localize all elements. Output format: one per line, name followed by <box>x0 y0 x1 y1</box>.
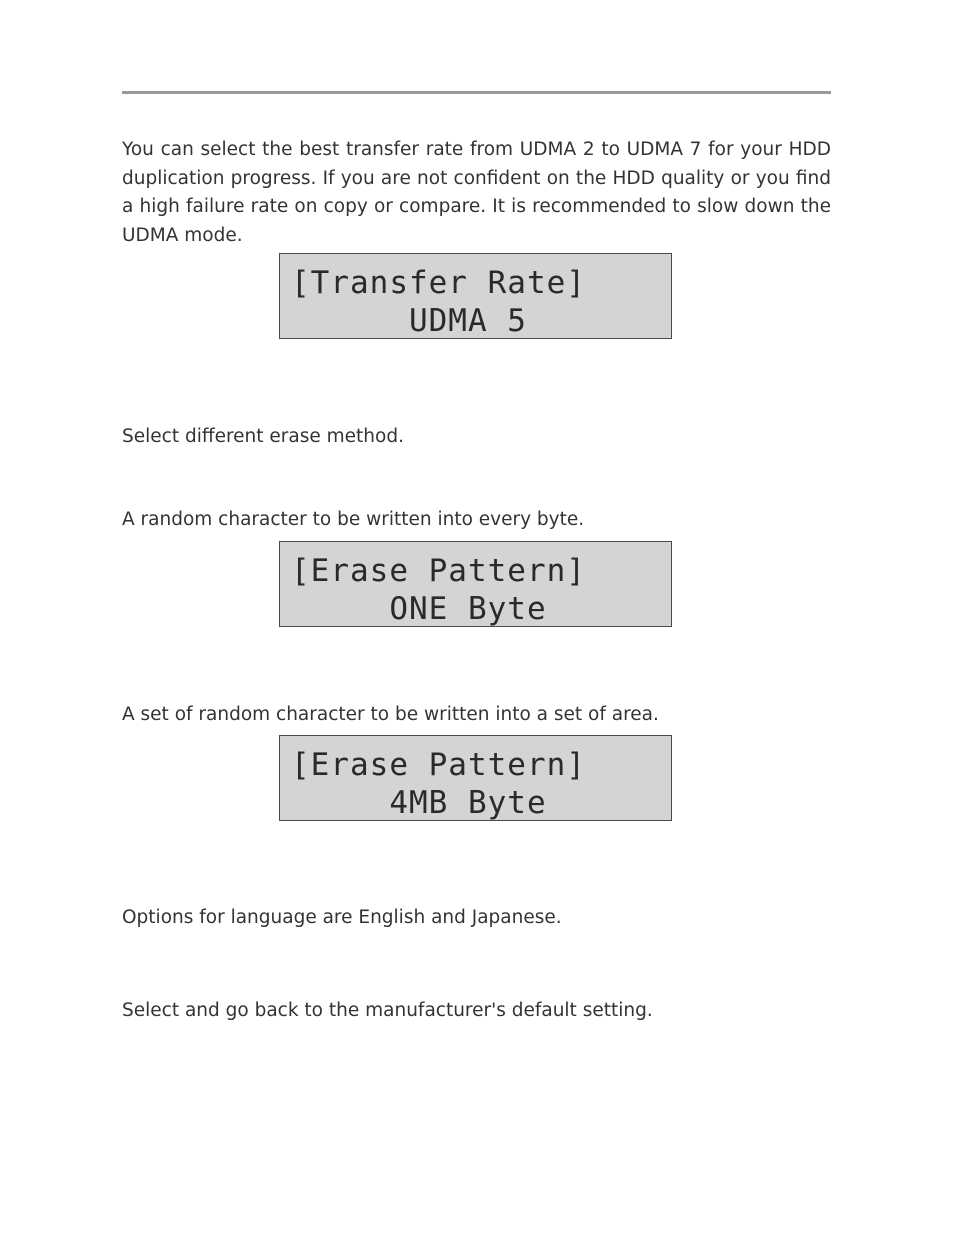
language-description: Options for language are English and Japanese. <box>122 907 562 928</box>
lcd-line-1: [Transfer Rate] <box>291 265 586 301</box>
lcd-line-2: ONE Byte <box>291 591 547 627</box>
lcd-erase-one-byte <box>279 541 672 627</box>
lcd-line-2: 4MB Byte <box>291 785 547 821</box>
lcd-line-1: [Erase Pattern] <box>291 747 586 783</box>
one-byte-description: A random character to be written into every byte. <box>122 509 585 530</box>
default-setting-description: Select and go back to the manufacturer's default setting. <box>122 1000 653 1021</box>
lcd-line-1: [Erase Pattern] <box>291 553 586 589</box>
lcd-transfer-rate <box>279 253 672 339</box>
erase-method-description: Select different erase method. <box>122 426 404 447</box>
lcd-line-2: UDMA 5 <box>291 303 527 339</box>
header-rule <box>122 91 831 94</box>
transfer-rate-description: You can select the best transfer rate from UDMA 2 to UDMA 7 for your HDD duplication progress. If you are not confident on the HDD quality or you find a high failure rate on copy or compare. It is recommended to slow down the UDMA mode. <box>122 139 831 246</box>
lcd-erase-4mb <box>279 735 672 821</box>
four-mb-description: A set of random character to be written into a set of area. <box>122 704 659 725</box>
